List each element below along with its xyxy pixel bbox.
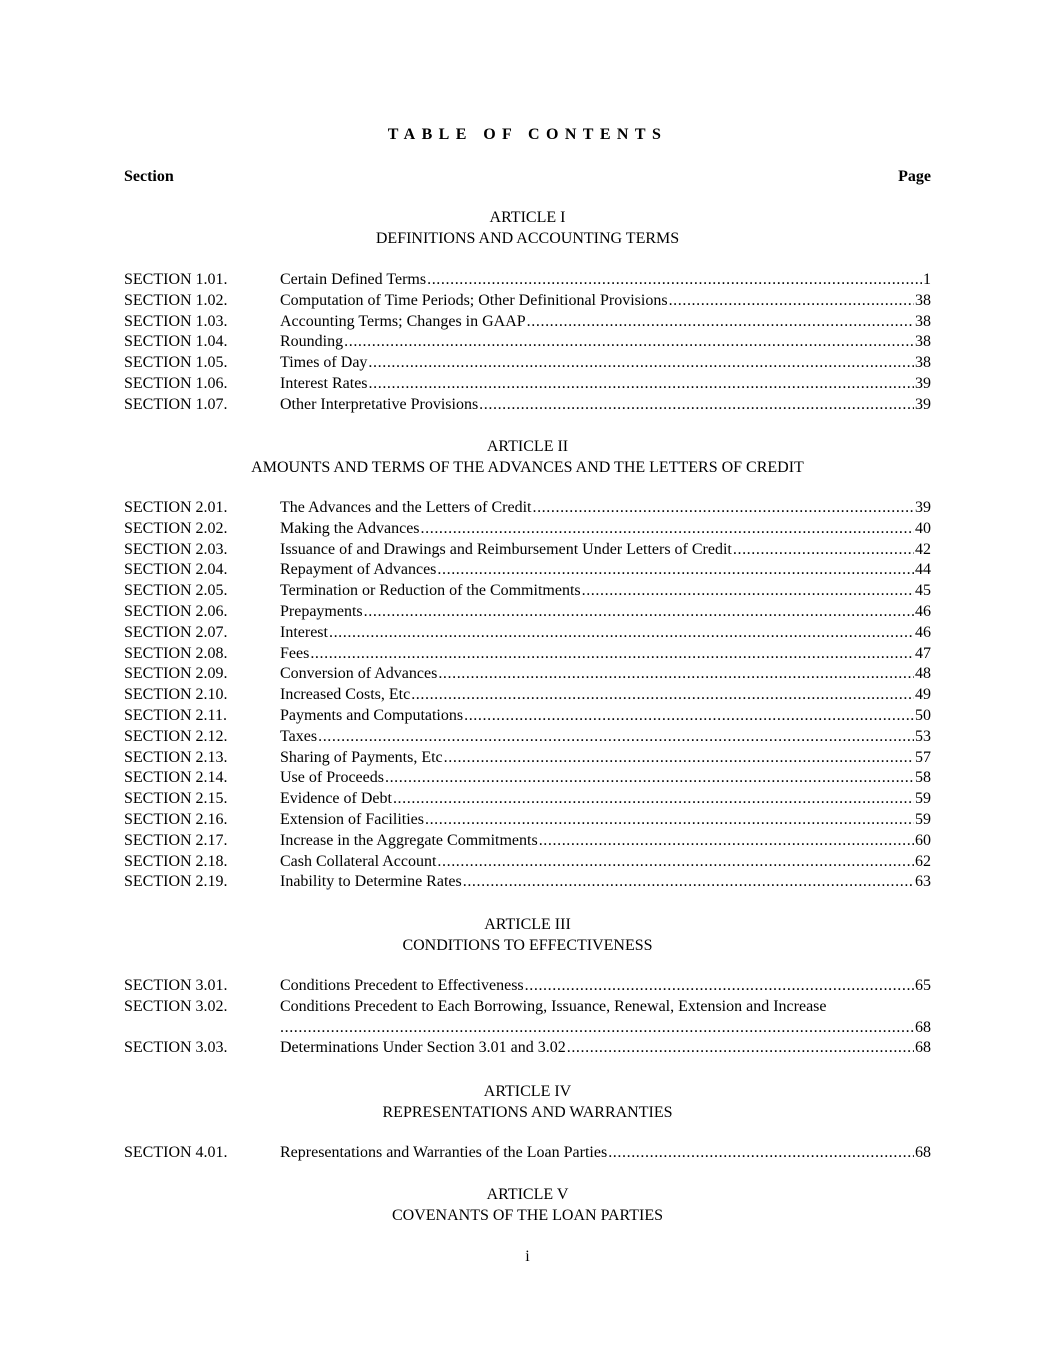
section-number: SECTION 2.04. xyxy=(124,561,228,579)
dot-leader xyxy=(669,291,914,312)
dot-leader xyxy=(582,581,914,602)
article-name: AMOUNTS AND TERMS OF THE ADVANCES AND THE LETTERS OF CREDIT xyxy=(251,459,804,476)
toc-entry[interactable] xyxy=(124,602,931,623)
section-title: Determinations Under Section 3.01 and 3.02 xyxy=(280,1038,566,1059)
article-number: ARTICLE III xyxy=(484,916,571,933)
section-number: SECTION 2.19. xyxy=(124,873,228,891)
section-number: SECTION 1.04. xyxy=(124,333,228,351)
dot-leader xyxy=(393,789,914,810)
dot-leader xyxy=(532,498,914,519)
section-number: SECTION 2.15. xyxy=(124,790,228,808)
page-number: 46 xyxy=(915,602,931,620)
section-title: Extension of Facilities xyxy=(280,810,424,831)
section-title: Increased Costs, Etc xyxy=(280,685,410,706)
page-number: 44 xyxy=(915,561,931,579)
article-heading xyxy=(124,436,931,478)
toc-list xyxy=(124,1143,931,1164)
toc-entry[interactable] xyxy=(124,685,931,706)
toc-entry[interactable] xyxy=(124,997,931,1039)
section-number: SECTION 2.01. xyxy=(124,499,228,516)
page-number: 39 xyxy=(915,499,931,516)
dot-leader xyxy=(364,602,914,623)
section-title: Use of Proceeds xyxy=(280,768,384,789)
page-number: 39 xyxy=(915,395,931,413)
section-title: Issuance of and Drawings and Reimbursement Under Letters of Credit xyxy=(280,540,732,561)
toc-entry[interactable] xyxy=(124,1143,931,1164)
toc-entry[interactable] xyxy=(124,748,931,769)
article-name: REPRESENTATIONS AND WARRANTIES xyxy=(382,1104,673,1121)
dot-leader xyxy=(385,768,914,789)
section-title: Evidence of Debt xyxy=(280,789,392,810)
article-number: ARTICLE IV xyxy=(483,1083,572,1100)
article-heading xyxy=(124,207,931,249)
dot-leader xyxy=(427,270,922,291)
section-title: Making the Advances xyxy=(280,519,420,540)
toc-entry[interactable] xyxy=(124,560,931,581)
toc-entry[interactable] xyxy=(124,498,931,519)
dot-leader xyxy=(437,560,914,581)
section-number: SECTION 2.14. xyxy=(124,769,228,787)
section-title: Fees xyxy=(280,644,309,665)
dot-leader xyxy=(567,1038,914,1059)
dot-leader xyxy=(411,685,914,706)
dot-leader xyxy=(318,727,914,748)
toc-entry[interactable] xyxy=(124,395,931,416)
page-number: 49 xyxy=(915,686,931,704)
section-title: Taxes xyxy=(280,727,317,748)
page-footer-number: i xyxy=(525,1248,530,1265)
toc-entry[interactable] xyxy=(124,623,931,644)
section-title: Certain Defined Terms xyxy=(280,270,426,291)
page-number: 47 xyxy=(915,644,931,662)
toc-entry[interactable] xyxy=(124,852,931,873)
dot-leader xyxy=(525,976,914,997)
dot-leader xyxy=(464,706,914,727)
toc-entry[interactable] xyxy=(124,976,931,997)
section-number: SECTION 2.18. xyxy=(124,852,228,870)
section-title: Computation of Time Periods; Other Definitional Provisions xyxy=(280,291,668,312)
article-number: ARTICLE V xyxy=(486,1186,569,1203)
page-number: 46 xyxy=(915,623,931,641)
toc-entry[interactable] xyxy=(124,374,931,395)
section-number: SECTION 1.05. xyxy=(124,354,228,372)
page-number: 68 xyxy=(915,1144,931,1161)
article-number: ARTICLE I xyxy=(489,209,566,226)
toc-entry[interactable] xyxy=(124,664,931,685)
toc-entry[interactable] xyxy=(124,872,931,893)
section-number: SECTION 1.07. xyxy=(124,395,228,413)
toc-entry[interactable] xyxy=(124,581,931,602)
section-number: SECTION 1.03. xyxy=(124,312,228,330)
page-number: 38 xyxy=(915,291,931,309)
toc-entry[interactable] xyxy=(124,332,931,353)
section-title: Interest Rates xyxy=(280,374,368,395)
section-number: SECTION 2.10. xyxy=(124,686,228,704)
section-title: Other Interpretative Provisions xyxy=(280,395,478,416)
toc-list xyxy=(124,976,931,1059)
toc-entry[interactable] xyxy=(124,706,931,727)
toc-entry[interactable] xyxy=(124,768,931,789)
page-number: 62 xyxy=(915,852,931,870)
section-title: Rounding xyxy=(280,332,343,353)
section-title: Representations and Warranties of the Loan Parties xyxy=(280,1143,607,1164)
dot-leader xyxy=(280,1018,914,1039)
dot-leader xyxy=(444,748,914,769)
page-number: 60 xyxy=(915,831,931,849)
page-number: 42 xyxy=(915,540,931,558)
section-number: SECTION 3.01. xyxy=(124,977,228,994)
section-number: SECTION 2.08. xyxy=(124,644,228,662)
section-title: Cash Collateral Account xyxy=(280,852,436,873)
toc-entry[interactable] xyxy=(124,291,931,312)
section-number: SECTION 2.02. xyxy=(124,519,228,537)
section-number: SECTION 2.16. xyxy=(124,810,228,828)
section-title: Times of Day xyxy=(280,353,367,374)
toc-entry[interactable] xyxy=(124,727,931,748)
section-title: Increase in the Aggregate Commitments xyxy=(280,831,538,852)
section-title: Conversion of Advances xyxy=(280,664,437,685)
section-title: Inability to Determine Rates xyxy=(280,872,462,893)
page-number: 58 xyxy=(915,769,931,787)
article-name: COVENANTS OF THE LOAN PARTIES xyxy=(391,1207,664,1224)
section-title: Interest xyxy=(280,623,328,644)
section-title: Accounting Terms; Changes in GAAP xyxy=(280,312,526,333)
toc-entry[interactable] xyxy=(124,810,931,831)
page-column-header: Page xyxy=(898,168,931,185)
column-headers xyxy=(124,166,931,188)
section-title: Conditions Precedent to Effectiveness xyxy=(280,976,524,997)
dot-leader xyxy=(421,519,914,540)
dot-leader xyxy=(368,353,914,374)
toc-entry[interactable] xyxy=(124,270,931,291)
section-number: SECTION 2.07. xyxy=(124,623,228,641)
page-number: 38 xyxy=(915,333,931,351)
article-heading xyxy=(124,1184,931,1226)
dot-leader xyxy=(539,831,914,852)
section-title: Sharing of Payments, Etc xyxy=(280,748,443,769)
page-number: 57 xyxy=(915,748,931,766)
section-title: Repayment of Advances xyxy=(280,560,436,581)
toc-list xyxy=(124,498,931,893)
toc-entry[interactable] xyxy=(124,831,931,852)
toc-entry[interactable] xyxy=(124,789,931,810)
section-number: SECTION 2.09. xyxy=(124,665,228,683)
page-number: 59 xyxy=(915,790,931,808)
section-number: SECTION 2.17. xyxy=(124,831,228,849)
dot-leader xyxy=(425,810,914,831)
dot-leader xyxy=(437,852,914,873)
section-number: SECTION 2.05. xyxy=(124,582,228,600)
section-title: The Advances and the Letters of Credit xyxy=(280,498,531,519)
toc-entry[interactable] xyxy=(124,1038,931,1059)
dot-leader xyxy=(369,374,914,395)
section-title: Payments and Computations xyxy=(280,706,463,727)
page-number: 48 xyxy=(915,665,931,683)
section-number: SECTION 1.02. xyxy=(124,291,228,309)
section-number: SECTION 2.13. xyxy=(124,748,228,766)
toc-entry[interactable] xyxy=(124,353,931,374)
page-number: 50 xyxy=(915,706,931,724)
section-number: SECTION 1.06. xyxy=(124,374,228,392)
page-number: 45 xyxy=(915,582,931,600)
article-name: DEFINITIONS AND ACCOUNTING TERMS xyxy=(375,230,680,247)
page-number: 53 xyxy=(915,727,931,745)
dot-leader xyxy=(733,540,914,561)
toc-entry[interactable] xyxy=(124,540,931,561)
section-title: Conditions Precedent to Each Borrowing, Issuance, Renewal, Extension and Increase xyxy=(280,997,827,1015)
article-name: CONDITIONS TO EFFECTIVENESS xyxy=(402,937,653,954)
page-number: 40 xyxy=(915,519,931,537)
dot-leader xyxy=(438,664,914,685)
page-number: 63 xyxy=(915,873,931,891)
section-number: SECTION 2.03. xyxy=(124,540,228,558)
dot-leader xyxy=(527,312,914,333)
section-title: Termination or Reduction of the Commitments xyxy=(280,581,581,602)
page-number: 38 xyxy=(915,354,931,372)
section-title: Prepayments xyxy=(280,602,363,623)
article-heading xyxy=(124,1081,931,1123)
toc-entry[interactable] xyxy=(124,312,931,333)
page-number: 65 xyxy=(915,977,931,994)
page-number: 1 xyxy=(923,271,931,288)
page-number: 38 xyxy=(915,312,931,330)
page-number: 59 xyxy=(915,810,931,828)
document-title: TABLE OF CONTENTS xyxy=(387,126,668,143)
section-number: SECTION 3.03. xyxy=(124,1039,228,1057)
dot-leader xyxy=(344,332,914,353)
dot-leader xyxy=(463,872,914,893)
dot-leader xyxy=(479,395,914,416)
dot-leader xyxy=(310,644,914,665)
article-number: ARTICLE II xyxy=(486,438,569,455)
toc-entry[interactable] xyxy=(124,644,931,665)
section-number: SECTION 2.12. xyxy=(124,727,228,745)
dot-leader xyxy=(329,623,914,644)
section-column-header: Section xyxy=(124,168,174,185)
page-number: 68 xyxy=(915,1039,931,1057)
dot-leader xyxy=(608,1143,914,1164)
toc-entry[interactable] xyxy=(124,519,931,540)
toc-list xyxy=(124,270,931,416)
section-number: SECTION 2.11. xyxy=(124,706,227,724)
section-number: SECTION 4.01. xyxy=(124,1144,228,1161)
section-number: SECTION 3.02. xyxy=(124,997,228,1015)
page-number: 39 xyxy=(915,374,931,392)
section-number: SECTION 2.06. xyxy=(124,602,228,620)
page-number: 68 xyxy=(915,1018,931,1036)
section-number: SECTION 1.01. xyxy=(124,271,228,288)
article-heading xyxy=(124,914,931,956)
